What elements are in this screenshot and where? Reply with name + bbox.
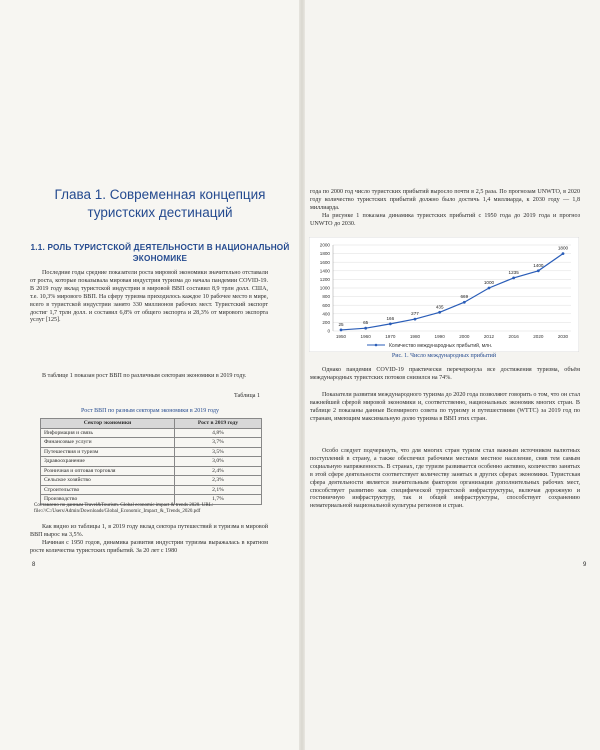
table-header-sector: Сектор экономики [41,419,175,429]
table-row [41,476,262,486]
paragraph-employment: Особо следует подчеркнуть, что для многих стран туризм стал важным источником валютных поступлений в страну, а также обеспечил рабочими местами местное население, сняв тем самым социальную напряженность. В странах, где туризм развивается особенно активно, количество занятых в этой сфере деятельности соответствует количеству занятых в других сферах экономики. Туристская сфера деятельности является значительным фактором организации дополнительных рабочих мест, способствует развитию как специфической туристской инфраструктуры, включая дорожную и гостиничную инфраструктуру, так и общей инфраструктуры, способствует сохранению нематериальной национальной культуры регионов и стран. [310,448,580,510]
table-header-row [41,419,262,429]
paragraph-table-conclusion: Как видно из таблицы 1, в 2019 году вклад сектора путешествий и туризма в мировой ВВП вырос на 3,5%. [30,524,268,538]
table-row [41,457,262,467]
y-tick-label: 0 [327,328,330,334]
data-label: 1400 [533,262,544,268]
data-point [463,301,466,304]
x-tick-label: 2030 [557,334,569,339]
x-tick-label: 1950 [335,334,347,339]
data-label: 669 [460,294,469,300]
table-cell-value: 3,7% [175,438,262,448]
data-point [562,252,565,255]
y-tick-label: 400 [322,311,330,317]
data-label: 25 [338,321,344,327]
data-point [512,276,515,279]
y-tick-label: 1800 [319,251,330,257]
data-label: 435 [435,304,444,310]
gdp-growth-table [40,418,262,505]
table-cell-value: 4,8% [175,428,262,438]
table-source-note: Составлено по данным Travel&Tourism. Global economic impact & trends 2020. URL: file:///C:/Users/Admin/Downloads/Global_Economic_Impact_&_Trends_2020.pdf [34,503,214,515]
x-tick-label: 2012 [483,334,495,339]
x-tick-label: 1990 [434,334,445,339]
table-header-growth: Рост в 2019 году [175,419,262,429]
y-tick-label: 1200 [319,277,330,282]
data-point [488,287,491,290]
figure-caption: Рис. 1. Число международных прибытий [391,353,497,359]
data-label: 1235 [508,269,519,275]
table-cell-value: 1,7% [175,495,262,505]
table-cell-sector: Здравоохранение [41,457,175,467]
table-row [41,466,262,476]
y-tick-label: 800 [322,294,330,300]
table-row [41,485,262,495]
book-gutter [299,0,305,750]
paragraph-intro: Последние годы средние показатели роста мировой экономики значительно отставали от роста, которые показывала мировая индустрия туризма до начала пандемии COVID-19. В 2019 году вклад туристской индустрии в мировой ВВП составил 8,9 трлн долл. США, т.е. 10,3% мирового ВВП. На сферу туризма приходилось каждое 10 рабочее место в мире, всего в туристской индустрии занято 330 миллионов рабочих мест. Туристский экспорт достиг 1,7 трлн долл. и составил 6,8% от общего экспорта и 28,3% от мирового экспорта услуг [125]. [30,270,268,324]
paragraph-covid: Однако пандемия COVID-19 практически перечеркнула все достижения туризма, объём международных туристских потоков снизился на 74%. [310,367,580,381]
paragraph-dynamics: Начиная с 1950 годов, динамика развития индустрии туризма выражалась в кратном росте количества туристских прибытий. За 20 лет с 1980 [30,540,268,554]
data-point [414,318,417,321]
legend-marker [375,344,378,347]
data-label: 1800 [557,245,569,251]
right-page [302,0,600,750]
y-tick-label: 1600 [319,259,330,265]
y-tick-label: 600 [322,302,330,308]
table-row [41,438,262,448]
data-point [438,311,441,314]
data-point [537,269,540,272]
table-cell-sector: Путешествия и туризм [41,447,175,457]
table-row [41,428,262,438]
data-point [340,329,343,332]
paragraph-arrivals-growth: года по 2000 год число туристских прибытий выросло почти в 2,5 раза. По прогнозам UNWTO, в 2020 году количество туристских прибытий должно было достичь 1,4 миллиарда, к 2030 году — 1,8 миллиарда. [310,189,580,211]
table-cell-sector: Сельское хозяйство [41,476,175,486]
table-cell-value: 2,1% [175,485,262,495]
arrivals-chart [309,237,579,352]
table-caption: Рост ВВП по разным секторам экономики в 2019 году [81,408,219,414]
x-tick-label: 1980 [409,334,421,339]
page-number-right: 9 [583,562,587,568]
paragraph-figure-intro: На рисунке 1 показана динамика туристских прибытий с 1950 года до 2019 года и прогноз UNWTO до 2030. [310,213,580,227]
data-label: 166 [386,315,395,321]
paragraph-table-intro: В таблице 1 показан рост ВВП по различным секторам экономики в 2019 году. [42,373,247,379]
table-cell-value: 3,0% [175,457,262,467]
x-tick-label: 2000 [459,334,470,339]
data-point [389,322,392,325]
table-cell-sector: Розничная и оптовая торговля [41,466,175,476]
table-label: Таблица 1 [233,393,260,399]
y-tick-label: 200 [322,320,330,325]
section-title: 1.1. РОЛЬ ТУРИСТСКОЙ ДЕЯТЕЛЬНОСТИ В НАЦИОНАЛЬНОЙ ЭКОНОМИКЕ [30,243,290,263]
y-tick-label: 1000 [319,285,330,291]
x-tick-label: 2020 [533,334,544,339]
x-tick-label: 1970 [385,334,396,339]
y-tick-label: 1400 [319,268,330,274]
y-tick-label: 2000 [319,242,330,248]
data-label: 277 [411,311,419,317]
page-number-left: 8 [32,562,36,568]
table-cell-value: 2,4% [175,466,262,476]
chapter-title: Глава 1. Современная концепция туристских дестинаций [54,187,266,220]
table-cell-sector: Финансовые услуги [41,438,175,448]
table-row [41,447,262,457]
data-label: 65 [363,320,369,326]
table-cell-sector: Производство [41,495,175,505]
table-cell-value: 3,5% [175,447,262,457]
data-point [364,327,367,330]
data-label: 1000 [483,280,495,285]
paragraph-tourism-role: Показатели развития международного туризма до 2020 года позволяют говорить о том, что он стал важнейшей сферой мировой экономики и, соответственно, национальных экономик многих стран. В таблице 2 показаны данные Всемирного совета по туризму и путешествиям (WTTC) за 2019 год по странам, имеющим максимальную долю туризма в ВВП этих стран. [310,392,580,422]
table-cell-value: 2,3% [175,476,262,486]
x-tick-label: 1960 [360,334,371,339]
table-cell-sector: Строительство [41,485,175,495]
legend-entry: Количество международных прибытий, млн. [389,343,493,349]
x-tick-label: 2016 [508,334,519,339]
table-cell-sector: Информация и связь [41,428,175,438]
